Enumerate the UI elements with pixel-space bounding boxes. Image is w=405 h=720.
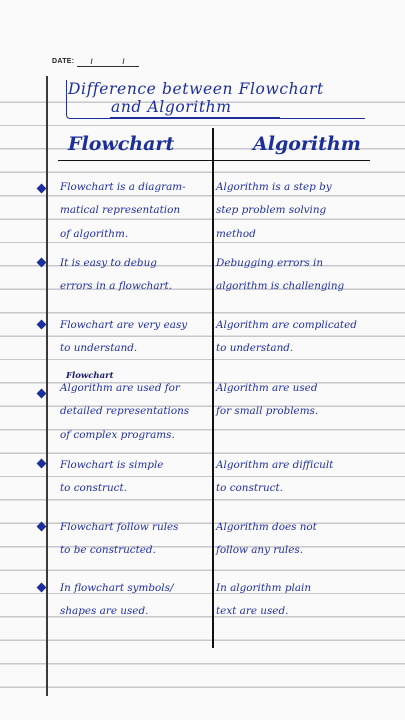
row-6-left-line-2: to be constructed. — [60, 544, 156, 557]
row-7-left-line-1: In flowchart symbols/ — [60, 582, 174, 594]
row-2-algorithm — [216, 252, 374, 299]
header-rule — [58, 160, 370, 161]
margin-line — [46, 76, 48, 696]
row-7-left-line-2: shapes are used. — [60, 605, 149, 618]
row-3-flowchart — [60, 314, 210, 361]
row-5-left-line-1: Flowchart is simple — [60, 459, 164, 471]
row-4-insert-correction: Flowchart — [66, 371, 114, 381]
row-1-right-line-1: Algorithm is a step by — [216, 181, 332, 193]
column-header-flowchart: Flowchart — [68, 133, 175, 155]
bullet-diamond — [37, 320, 47, 330]
row-6-flowchart — [60, 516, 210, 563]
row-7-right-line-1: In algorithm plain — [216, 582, 312, 594]
title-line-2: and Algorithm — [111, 98, 232, 116]
row-4-left-line-1: Algorithm are used for — [60, 382, 180, 394]
date-blank — [77, 59, 139, 67]
row-6-left-line-1: Flowchart follow rules — [60, 521, 179, 533]
row-4-left-line-2: detailed representations — [60, 405, 190, 418]
row-4-left-line-3: of complex programs. — [60, 428, 175, 441]
row-2-flowchart — [60, 252, 210, 299]
bullet-diamond — [37, 522, 47, 532]
row-6-algorithm — [216, 516, 374, 563]
row-3-right-line-1: Algorithm are complicated — [216, 319, 357, 331]
bullet-diamond — [37, 258, 47, 268]
column-header-algorithm: Algorithm — [253, 133, 361, 155]
row-1-flowchart — [60, 176, 210, 246]
row-4-flowchart — [60, 377, 210, 447]
title-underline — [110, 117, 280, 118]
row-5-flowchart — [60, 454, 210, 501]
row-1-left-line-1: Flowchart is a diagram- — [60, 181, 186, 193]
row-5-algorithm — [216, 454, 374, 501]
date-label: DATE: — [52, 58, 75, 65]
column-divider — [212, 128, 214, 648]
row-4-right-line-2: for small problems. — [216, 405, 319, 418]
bullet-diamond — [37, 389, 47, 399]
row-7-algorithm — [216, 577, 374, 624]
row-3-left-line-2: to understand. — [60, 342, 138, 355]
row-5-left-line-2: to construct. — [60, 482, 127, 495]
row-5-right-line-1: Algorithm are difficult — [216, 459, 334, 471]
page-footer-area — [0, 696, 405, 720]
row-1-algorithm — [216, 176, 374, 246]
row-1-right-line-3: method — [216, 227, 256, 240]
row-5-right-line-2: to construct. — [216, 482, 283, 495]
row-4-right-line-1: Algorithm are used — [216, 382, 318, 394]
bullet-diamond — [37, 583, 47, 593]
row-3-algorithm — [216, 314, 374, 361]
bullet-diamond — [37, 459, 47, 469]
row-7-flowchart — [60, 577, 210, 624]
row-7-right-line-2: text are used. — [216, 605, 289, 618]
row-2-right-line-1: Debugging errors in — [216, 257, 324, 269]
row-1-left-line-2: matical representation — [60, 204, 181, 217]
row-2-right-line-2: algorithm is challenging — [216, 280, 345, 293]
row-3-right-line-2: to understand. — [216, 342, 294, 355]
row-6-right-line-2: follow any rules. — [216, 544, 304, 557]
date-field — [52, 58, 139, 67]
title-line-1: Difference between Flowchart — [68, 80, 324, 98]
row-1-left-line-3: of algorithm. — [60, 227, 129, 240]
row-4-algorithm — [216, 377, 374, 424]
bullet-diamond — [37, 184, 47, 194]
row-3-left-line-1: Flowchart are very easy — [60, 319, 188, 331]
date-value: / / — [90, 59, 139, 66]
row-2-left-line-1: It is easy to debug — [60, 257, 157, 269]
row-2-left-line-2: errors in a flowchart. — [60, 280, 172, 293]
row-1-right-line-2: step problem solving — [216, 204, 327, 217]
row-6-right-line-1: Algorithm does not — [216, 521, 317, 533]
page-header-area — [0, 0, 405, 80]
